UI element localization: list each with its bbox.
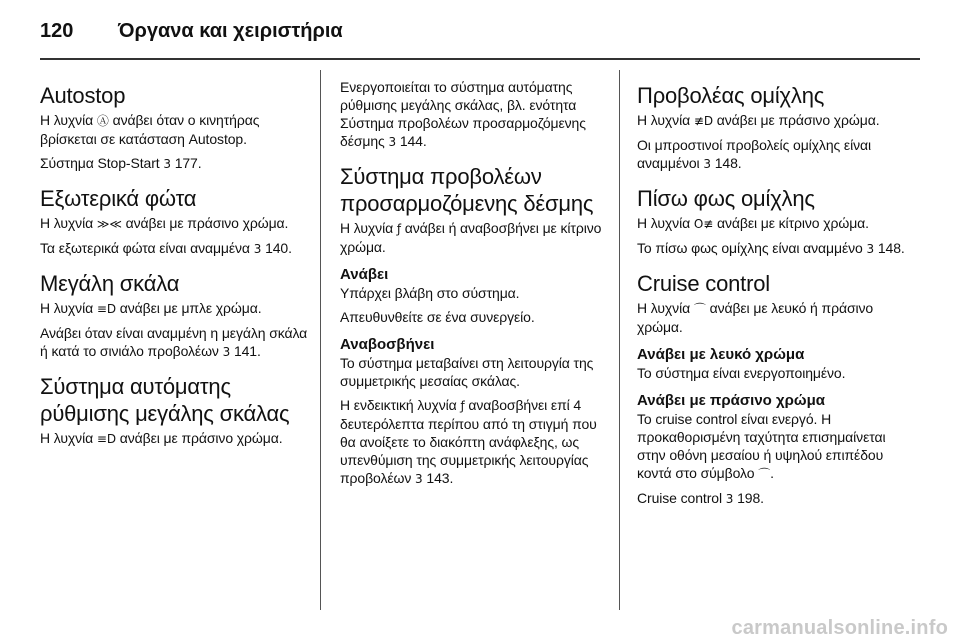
header-rule xyxy=(40,58,920,60)
page-reference[interactable]: 148. xyxy=(877,240,905,256)
reference-arrow-icon: 3 xyxy=(222,345,231,359)
paragraph xyxy=(637,111,912,130)
subsection-title-white: Ανάβει με λευκό χρώμα xyxy=(637,346,805,363)
paragraph xyxy=(40,429,308,448)
paragraph: Υπάρχει βλάβη στο σύστημα. xyxy=(340,285,520,301)
section-title-auto-high-beam: Σύστημα αυτόματης ρύθμισης μεγάλης σκάλας xyxy=(40,374,290,426)
reference-arrow-icon: 3 xyxy=(703,157,711,171)
section-title-autostop: Autostop xyxy=(40,83,126,108)
text: Ενεργοποιείται το σύστημα αυτόματης ρύθμισης μεγάλης σκάλας, βλ. ενότητα Σύστημα προβολέων προσαρμοζόμενης δέσμης xyxy=(340,79,586,149)
chapter-title: Όργανα και χειριστήρια xyxy=(118,20,343,42)
autostop-icon: Ⓐ xyxy=(96,114,109,128)
text: Cruise control xyxy=(637,490,726,506)
text: Η λυχνία xyxy=(40,430,97,446)
text: αναβοσβήνει επί 4 δευτερόλεπτα περίπου από τη στιγμή που θα ανοίξετε το διακόπτη ανάφλεξης, ως υπενθύμιση της συμμετρικής λειτουργίας προβολέων xyxy=(340,397,597,486)
text: Σύστημα Stop-Start xyxy=(40,155,164,171)
paragraph xyxy=(637,239,912,258)
text: Η λυχνία xyxy=(40,300,97,316)
paragraph xyxy=(40,111,308,148)
subsection-title-lit: Ανάβει xyxy=(340,266,389,283)
page-reference[interactable]: 198. xyxy=(737,490,764,506)
paragraph xyxy=(637,299,912,336)
paragraph: Το σύστημα μεταβαίνει στη λειτουργία της συμμετρικής μεσαίας σκάλας. xyxy=(340,355,594,389)
text: . xyxy=(770,465,774,481)
text: ανάβει με λευκό ή πράσινο χρώμα. xyxy=(637,300,874,335)
paragraph xyxy=(637,136,912,173)
section-title-high-beam: Μεγάλη σκάλα xyxy=(40,271,180,296)
page-reference[interactable]: 141. xyxy=(233,343,261,359)
paragraph: Απευθυνθείτε σε ένα συνεργείο. xyxy=(340,309,535,325)
text: Η λυχνία xyxy=(637,215,694,231)
cruise-control-icon: ⌒ xyxy=(693,302,706,316)
page-reference[interactable]: 148. xyxy=(714,155,742,171)
cruise-control-icon: ⌒ xyxy=(758,467,771,481)
paragraph xyxy=(40,239,308,258)
adaptive-light-icon: ƒ xyxy=(460,399,465,413)
paragraph xyxy=(340,219,608,256)
watermark: carmanualsonline.info xyxy=(731,617,948,639)
column-2 xyxy=(340,64,608,494)
subsection-title-flashing: Αναβοσβήνει xyxy=(340,336,435,353)
page-header xyxy=(40,8,920,48)
section-title-adaptive-headlights: Σύστημα προβολέων προσαρμοζόμενης δέσμης xyxy=(340,164,594,216)
text: Η λυχνία xyxy=(637,112,694,128)
reference-arrow-icon: 3 xyxy=(163,157,171,171)
page-reference[interactable]: 143. xyxy=(426,470,454,486)
paragraph xyxy=(40,299,308,318)
paragraph xyxy=(40,154,308,173)
front-fog-icon: ≢D xyxy=(693,114,713,128)
page-reference[interactable]: 140. xyxy=(265,240,292,256)
text: Τα εξωτερικά φώτα είναι αναμμένα xyxy=(40,240,254,256)
text: ανάβει όταν ο κινητήρας βρίσκεται σε κατάσταση Autostop. xyxy=(40,112,260,147)
text: Η λυχνία xyxy=(40,112,97,128)
auto-high-beam-icon: ≡D xyxy=(96,432,116,446)
paragraph xyxy=(637,410,912,483)
page-reference[interactable]: 177. xyxy=(174,155,202,171)
reference-arrow-icon: 3 xyxy=(415,472,423,486)
paragraph xyxy=(340,78,608,151)
section-title-cruise-control: Cruise control xyxy=(637,271,770,296)
section-title-exterior-lights: Εξωτερικά φώτα xyxy=(40,186,197,211)
text: Η λυχνία xyxy=(40,215,97,231)
paragraph xyxy=(340,396,608,488)
subsection-title-green: Ανάβει με πράσινο χρώμα xyxy=(637,392,825,409)
page-number: 120 xyxy=(40,20,74,42)
rear-fog-icon: O≢ xyxy=(693,217,714,231)
column-3 xyxy=(637,64,912,514)
reference-arrow-icon: 3 xyxy=(866,242,875,256)
reference-arrow-icon: 3 xyxy=(725,492,734,506)
column-divider xyxy=(320,70,321,610)
text: Οι μπροστινοί προβολείς ομίχλης είναι αναμμένοι xyxy=(637,137,871,171)
paragraph xyxy=(637,214,912,233)
text: ανάβει ή αναβοσβήνει με κίτρινο χρώμα. xyxy=(340,220,602,255)
column-1 xyxy=(40,64,308,454)
page-reference[interactable]: 144. xyxy=(399,133,427,149)
column-divider xyxy=(619,70,620,610)
text: Το cruise control είναι ενεργό. Η προκαθορισμένη ταχύτητα επισημαίνεται στην οθόνη μεσαίου ή υψηλού επιπέδου κοντά στο σύμβολο xyxy=(637,411,886,481)
text: ανάβει με πράσινο χρώμα. xyxy=(115,430,283,446)
text: ανάβει με μπλε χρώμα. xyxy=(115,300,262,316)
text: ανάβει με πράσινο χρώμα. xyxy=(712,112,880,128)
reference-arrow-icon: 3 xyxy=(253,242,262,256)
paragraph xyxy=(637,489,912,508)
high-beam-icon: ≡D xyxy=(96,302,116,316)
section-title-rear-fog: Πίσω φως ομίχλης xyxy=(637,186,815,211)
paragraph: Το σύστημα είναι ενεργοποιημένο. xyxy=(637,365,846,381)
paragraph xyxy=(40,324,308,361)
text: ανάβει με κίτρινο χρώμα. xyxy=(713,215,869,231)
text: Η ενδεικτική λυχνία xyxy=(340,397,461,413)
text: Η λυχνία xyxy=(340,220,397,236)
text: Η λυχνία xyxy=(637,300,694,316)
section-title-front-fog: Προβολέας ομίχλης xyxy=(637,83,825,108)
reference-arrow-icon: 3 xyxy=(388,135,397,149)
paragraph xyxy=(40,214,308,233)
text: ανάβει με πράσινο χρώμα. xyxy=(121,215,289,231)
text: Ανάβει όταν είναι αναμμένη η μεγάλη σκάλα ή κατά το σινιάλο προβολέων xyxy=(40,325,308,359)
exterior-light-icon: ≫≪ xyxy=(96,217,122,231)
adaptive-light-icon: ƒ xyxy=(396,222,401,236)
text: Το πίσω φως ομίχλης είναι αναμμένο xyxy=(637,240,867,256)
